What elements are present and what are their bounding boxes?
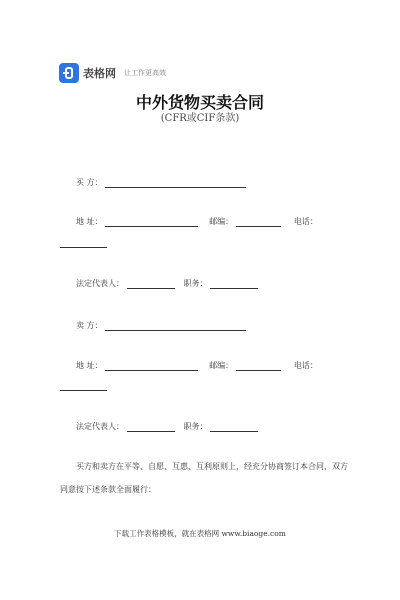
buyer-postcode-field[interactable] xyxy=(236,217,281,227)
seller-address-row xyxy=(76,360,318,371)
buyer-legal-rep-field[interactable] xyxy=(127,279,175,289)
buyer-name-field[interactable] xyxy=(105,178,246,188)
seller-name-field[interactable] xyxy=(105,321,246,331)
buyer-legal-rep-row xyxy=(76,278,258,289)
position-label: 职务： xyxy=(183,422,208,431)
phone-label: 电话： xyxy=(293,361,318,370)
phone-label: 电话： xyxy=(293,217,318,226)
brand-name: 表格网 xyxy=(83,67,116,80)
page-footer: 下载工作表格模板，就在表格网 www.biaoge.com xyxy=(114,529,286,538)
document-title: 中外货物买卖合同 xyxy=(135,93,264,112)
seller-row xyxy=(76,320,246,331)
seller-label: 卖 方： xyxy=(76,321,103,330)
legal-rep-label: 法定代表人： xyxy=(76,279,124,288)
site-header xyxy=(59,63,166,83)
address-label: 地 址： xyxy=(76,361,103,370)
buyer-address-field[interactable] xyxy=(105,217,198,227)
buyer-address-row xyxy=(76,216,318,227)
seller-address-field[interactable] xyxy=(105,361,198,371)
seller-postcode-field[interactable] xyxy=(236,361,281,371)
buyer-row xyxy=(76,177,246,188)
buyer-phone-field[interactable] xyxy=(60,246,107,248)
postcode-label: 邮编： xyxy=(209,361,234,370)
grid-logo-icon xyxy=(59,63,79,83)
position-label: 职务： xyxy=(183,279,208,288)
seller-phone-field[interactable] xyxy=(60,389,107,391)
brand-slogan: 让工作更高效 xyxy=(124,69,166,77)
legal-rep-label: 法定代表人： xyxy=(76,422,124,431)
buyer-label: 买 方： xyxy=(76,178,103,187)
address-label: 地 址： xyxy=(76,217,103,226)
postcode-label: 邮编： xyxy=(209,217,234,226)
contract-intro-paragraph: 买方和卖方在平等、自愿、互惠、互利原则上，经充分协商签订本合同，双方同意按下述条款全面履行： xyxy=(60,462,348,494)
seller-position-field[interactable] xyxy=(210,422,258,432)
seller-legal-rep-field[interactable] xyxy=(127,422,175,432)
seller-legal-rep-row xyxy=(76,421,258,432)
buyer-position-field[interactable] xyxy=(210,279,258,289)
document-subtitle: (CFR或CIF条款) xyxy=(160,113,240,124)
